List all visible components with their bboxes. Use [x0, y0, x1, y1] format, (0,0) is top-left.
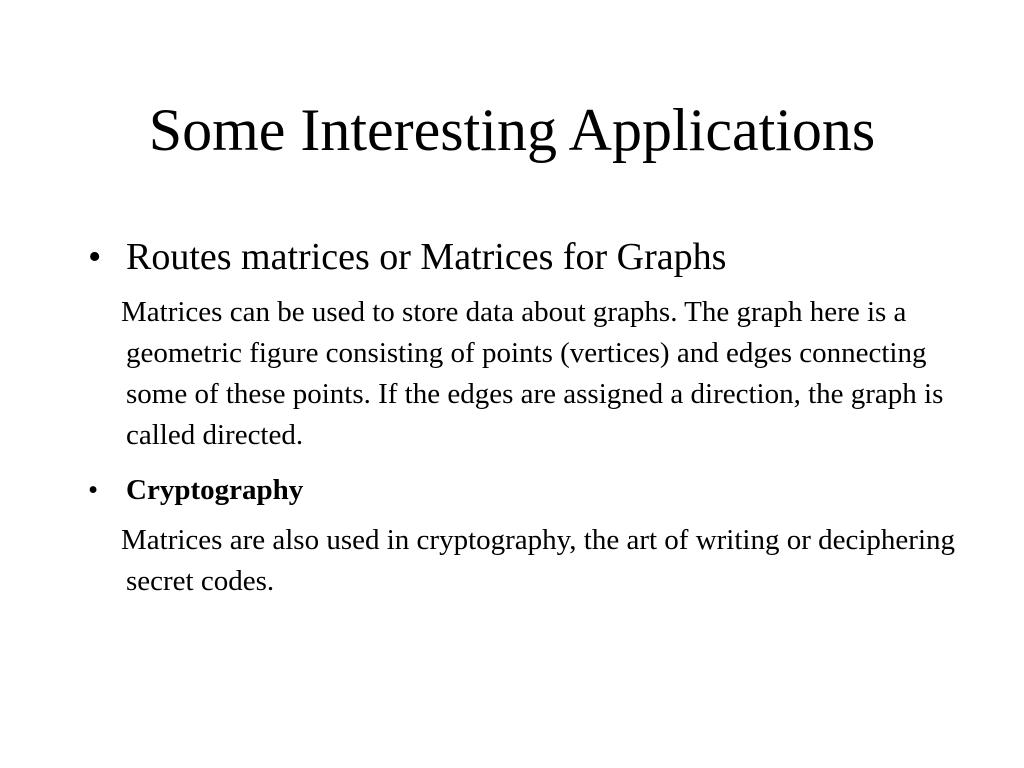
- bullet-marker: •: [88, 474, 99, 506]
- bullet-cryptography: [84, 470, 964, 510]
- paragraph-graphs: Matrices can be used to store data about graphs. The graph here is a geometric figure consisting of points (vertices) and edges connecting some of these points. If the edges are assigned a direction, the graph is called directed.: [121, 296, 944, 451]
- bullet-heading-cryptography: Cryptography: [126, 474, 304, 506]
- paragraph-cryptography: Matrices are also used in cryptography, the art of writing or deciphering secret codes.: [121, 524, 956, 597]
- slide-content: [84, 232, 964, 602]
- bullet-marker: •: [88, 236, 102, 278]
- bullet-graphs: [84, 232, 964, 282]
- bullet-heading-graphs: Routes matrices or Matrices for Graphs: [126, 236, 727, 278]
- slide-title: Some Interesting Applications: [148, 97, 876, 163]
